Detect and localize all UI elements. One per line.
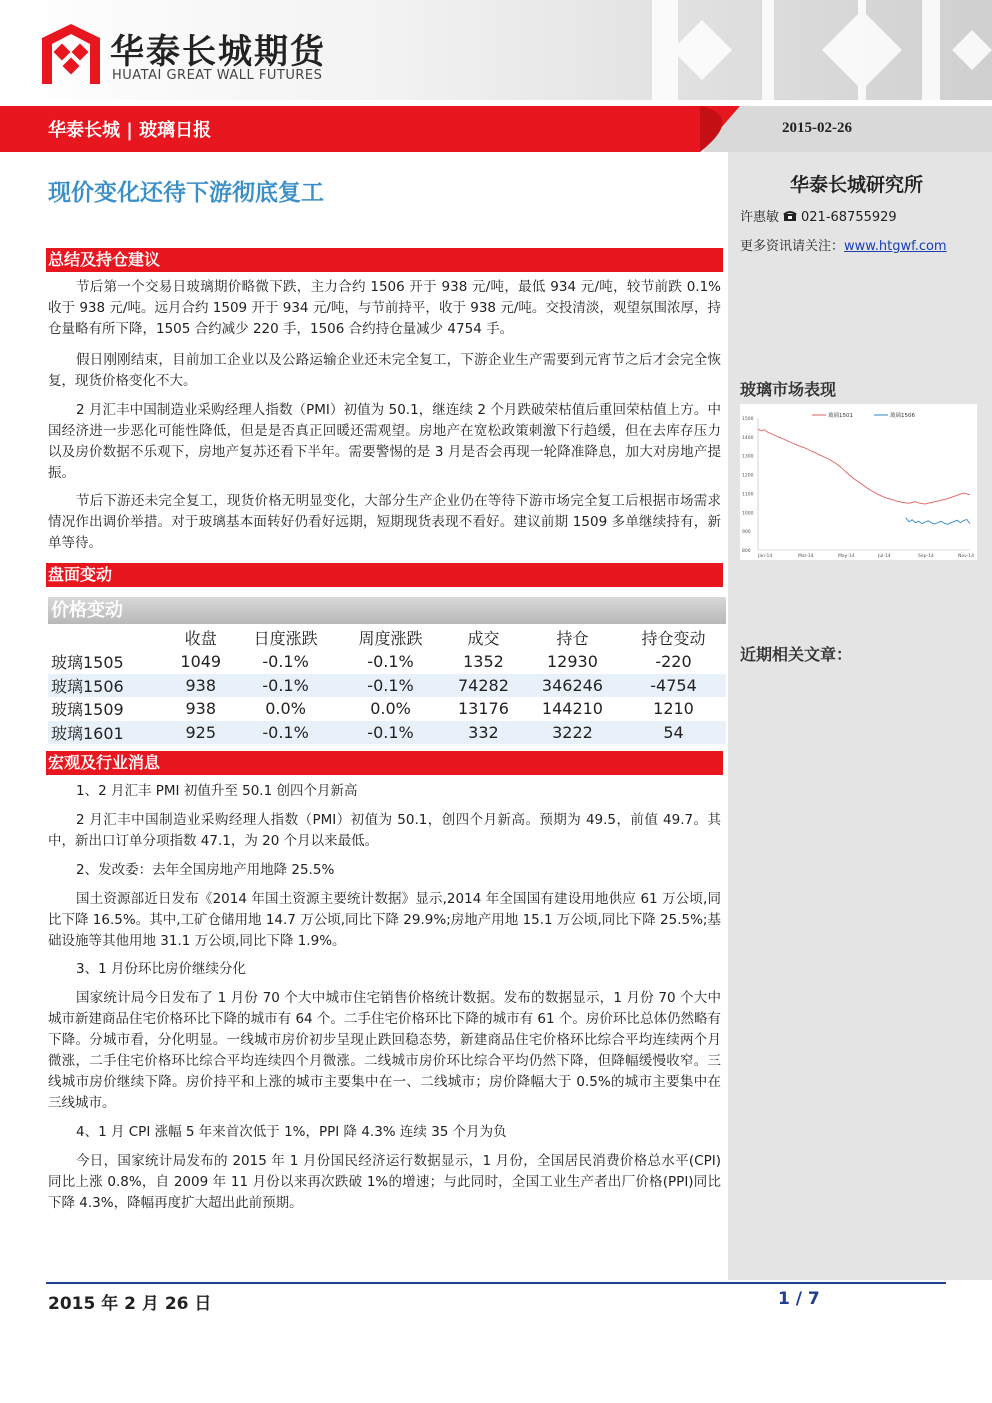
table-cell: 54 bbox=[621, 721, 726, 745]
report-label: 华泰长城 | 玻璃日报 bbox=[48, 120, 212, 141]
table-cell: 0.0% bbox=[265, 699, 306, 719]
table-cell: 938 bbox=[185, 699, 217, 719]
news-body: 今日，国家统计局发布的 2015 年 1 月份国民经济运行数据显示，1 月份，全国居民消费价格总水平(CPI)同比上涨 0.8%，自 2009 年 11 月份以来再次跌破 1%的增速；与此同时，全国工业生产者出厂价格(PPI)同比下降 4.3%，降幅再度扩大超出此前预期。 bbox=[48, 1153, 721, 1211]
x-tick-label: Jul-14 bbox=[878, 554, 891, 559]
contract-name: 玻璃1506 bbox=[48, 674, 168, 698]
series-line bbox=[758, 429, 970, 504]
page-number: 1 / 7 bbox=[778, 1289, 820, 1309]
footer-rule bbox=[46, 1282, 946, 1284]
x-tick-label: Jan-14 bbox=[758, 554, 773, 559]
contract-name: 玻璃1601 bbox=[48, 721, 168, 745]
table-cell: 346246 bbox=[524, 674, 621, 698]
price-table-title: 价格变动 bbox=[48, 597, 726, 624]
table-cell: -220 bbox=[655, 652, 692, 672]
table-cell: 1352 bbox=[463, 652, 504, 672]
y-tick-label: 1000 bbox=[742, 511, 754, 517]
glass-price-chart bbox=[740, 404, 977, 560]
table-cell: 332 bbox=[443, 721, 524, 745]
column-header: 日度涨跌 bbox=[253, 628, 318, 648]
table-cell: 938 bbox=[168, 674, 233, 698]
section-summary: 总结及持仓建议 bbox=[46, 248, 723, 272]
table-row bbox=[48, 697, 726, 721]
table-cell: 12930 bbox=[547, 652, 598, 672]
summary-paragraph: 2 月汇丰中国制造业采购经理人指数（PMI）初值为 50.1，继连续 2 个月跌破荣枯值后重回荣枯值上方。中国经济进一步恶化可能性降低，但是是否真正回暖还需观望。房地产在宽松政策刺激下行趋缓，但在去库存压力以及房价数据不乐观下，房地产复苏还看下半年。需要警惕的是 3 月是否会再现一轮降准降息，加大对房地产提振。 bbox=[48, 402, 721, 481]
table-cell: -4754 bbox=[621, 674, 726, 698]
table-cell: -0.1% bbox=[233, 674, 338, 698]
summary-paragraph: 假日刚刚结束，目前加工企业以及公路运输企业还未完全复工，下游企业生产需要到元宵节之后才会完全恢复，现货价格变化不大。 bbox=[48, 352, 721, 389]
table-row bbox=[48, 674, 726, 698]
column-header: 收盘 bbox=[184, 628, 217, 648]
header-decoration bbox=[562, 0, 992, 100]
table-row bbox=[48, 721, 726, 745]
analyst-contact bbox=[740, 206, 897, 225]
table-cell: -0.1% bbox=[233, 721, 338, 745]
y-tick-label: 1500 bbox=[742, 417, 754, 422]
x-tick-label: May-14 bbox=[838, 554, 855, 559]
news-body: 国土资源部近日发布《2014 年国土资源主要统计数据》显示,2014 年全国国有建设用地供应 61 万公顷,同比下降 16.5%。其中,工矿仓储用地 14.7 万公顷,同比下降 29.9%;房地产用地 15.1 万公顷,同比下降 25.5%;基础设施等其他用地 31.1 万公顷,同比下降 1.9%。 bbox=[48, 891, 721, 949]
footer-date: 2015 年 2 月 26 日 bbox=[48, 1294, 212, 1314]
company-logo bbox=[42, 24, 100, 84]
chart-heading: 玻璃市场表现 bbox=[740, 380, 837, 399]
page-header bbox=[0, 0, 992, 100]
contract-name: 玻璃1505 bbox=[51, 653, 124, 673]
phone-icon bbox=[783, 210, 797, 222]
sidebar bbox=[728, 152, 992, 1280]
y-tick-label: 800 bbox=[742, 549, 751, 554]
table-header-row bbox=[48, 624, 726, 650]
table-row bbox=[48, 650, 726, 674]
table-cell: 144210 bbox=[541, 699, 603, 719]
table-cell: -0.1% bbox=[338, 674, 443, 698]
analyst-phone: 021-68755929 bbox=[801, 210, 897, 225]
news-headline: 3、1 月份环比房价继续分化 bbox=[76, 961, 246, 977]
table-cell: 0.0% bbox=[370, 699, 411, 719]
news-body: 国家统计局今日发布了 1 月份 70 个大中城市住宅销售价格统计数据。发布的数据显示，1 月份 70 个大中城市新建商品住宅价格环比下降的城市有 64 个。二手住宅价格环比下降的城市有 61 个。房价环比总体仍然略有下降。分城市看，分化明显。一线城市房价初步呈现止跌回稳态势，新建商品住宅价格环比综合平均连续两个月微涨，二手住宅价格环比综合平均连续四个月微涨。二线城市房价环比综合平均仍然下降，但降幅缓慢收窄。三线城市房价继续下降。房价持平和上涨的城市主要集中在一、二线城市；房价降幅大于 0.5%的城市主要集中在三线城市。 bbox=[48, 990, 721, 1111]
column-header: 持仓变动 bbox=[641, 628, 706, 648]
report-title: 现价变化还待下游彻底复工 bbox=[48, 180, 324, 206]
column-header: 持仓 bbox=[556, 628, 589, 648]
table-cell: 1210 bbox=[653, 699, 694, 719]
summary-paragraph: 节后下游还未完全复工，现货价格无明显变化，大部分生产企业仍在等待下游市场完全复工后根据市场需求情况作出调价举措。对于玻璃基本面转好仍看好远期，短期现货表现不看好。建议前期 1509 多单继续持有，新单等待。 bbox=[48, 493, 721, 551]
column-header: 周度涨跌 bbox=[358, 628, 423, 648]
table-cell: 74282 bbox=[443, 674, 524, 698]
analyst-name: 许惠敏 bbox=[740, 210, 780, 225]
series-line bbox=[906, 518, 970, 525]
chart-svg bbox=[740, 404, 977, 560]
section-macro: 宏观及行业消息 bbox=[46, 751, 723, 775]
legend-label: 玻璃1506 bbox=[890, 413, 915, 419]
company-name-cn: 华泰长城期货 bbox=[110, 32, 326, 72]
y-tick-label: 1300 bbox=[742, 454, 754, 460]
report-date: 2015-02-26 bbox=[782, 120, 852, 136]
contract-name: 玻璃1509 bbox=[51, 700, 124, 720]
news-headline: 2、发改委：去年全国房地产用地降 25.5% bbox=[76, 862, 335, 878]
table-cell: 925 bbox=[168, 721, 233, 745]
table-cell: 1049 bbox=[180, 652, 222, 672]
company-name-en: HUATAI GREAT WALL FUTURES bbox=[112, 68, 323, 83]
related-articles-heading: 近期相关文章： bbox=[740, 645, 853, 664]
news-body: 2 月汇丰中国制造业采购经理人指数（PMI）初值为 50.1，创四个月新高。预期为 49.5，前值 49.7。其中，新出口订单分项指数 47.1，为 20 个月以来最低。 bbox=[48, 812, 721, 849]
table-cell: -0.1% bbox=[367, 652, 414, 672]
table-cell: -0.1% bbox=[338, 721, 443, 745]
y-tick-label: 1200 bbox=[742, 473, 754, 479]
institute-name: 华泰长城研究所 bbox=[790, 174, 924, 196]
column-header bbox=[48, 624, 168, 650]
follow-line bbox=[740, 235, 947, 254]
follow-label: 更多资讯请关注： bbox=[740, 239, 845, 254]
y-tick-label: 1100 bbox=[742, 492, 754, 498]
summary-paragraph: 节后第一个交易日玻璃期价略微下跌，主力合约 1506 开于 938 元/吨，最低 934 元/吨，较节前跌 0.1%收于 938 元/吨。远月合约 1509 开于 934 元/吨，与节前持平，收于 938 元/吨。交投清淡，观望氛围浓厚，持仓量略有所下降，1505 合约减少 220 手，1506 合约持仓量减少 4754 手。 bbox=[48, 279, 721, 337]
column-header: 成交 bbox=[467, 628, 500, 648]
website-link[interactable]: www.htgwf.com bbox=[844, 239, 947, 254]
price-table bbox=[48, 624, 726, 744]
legend-label: 玻璃1501 bbox=[828, 413, 853, 419]
y-tick-label: 1400 bbox=[742, 435, 754, 441]
table-cell: -0.1% bbox=[262, 652, 309, 672]
table-cell: 13176 bbox=[457, 699, 509, 719]
news-headline: 4、1 月 CPI 涨幅 5 年来首次低于 1%，PPI 降 4.3% 连续 35 个月为负 bbox=[76, 1124, 507, 1140]
x-tick-label: Nov-14 bbox=[958, 554, 975, 559]
x-tick-label: Sep-14 bbox=[918, 554, 934, 559]
table-cell: 3222 bbox=[524, 721, 621, 745]
x-tick-label: Mar-14 bbox=[798, 554, 814, 559]
news-headline: 1、2 月汇丰 PMI 初值升至 50.1 创四个月新高 bbox=[76, 783, 358, 799]
section-market: 盘面变动 bbox=[46, 563, 723, 587]
y-tick-label: 900 bbox=[742, 530, 751, 536]
